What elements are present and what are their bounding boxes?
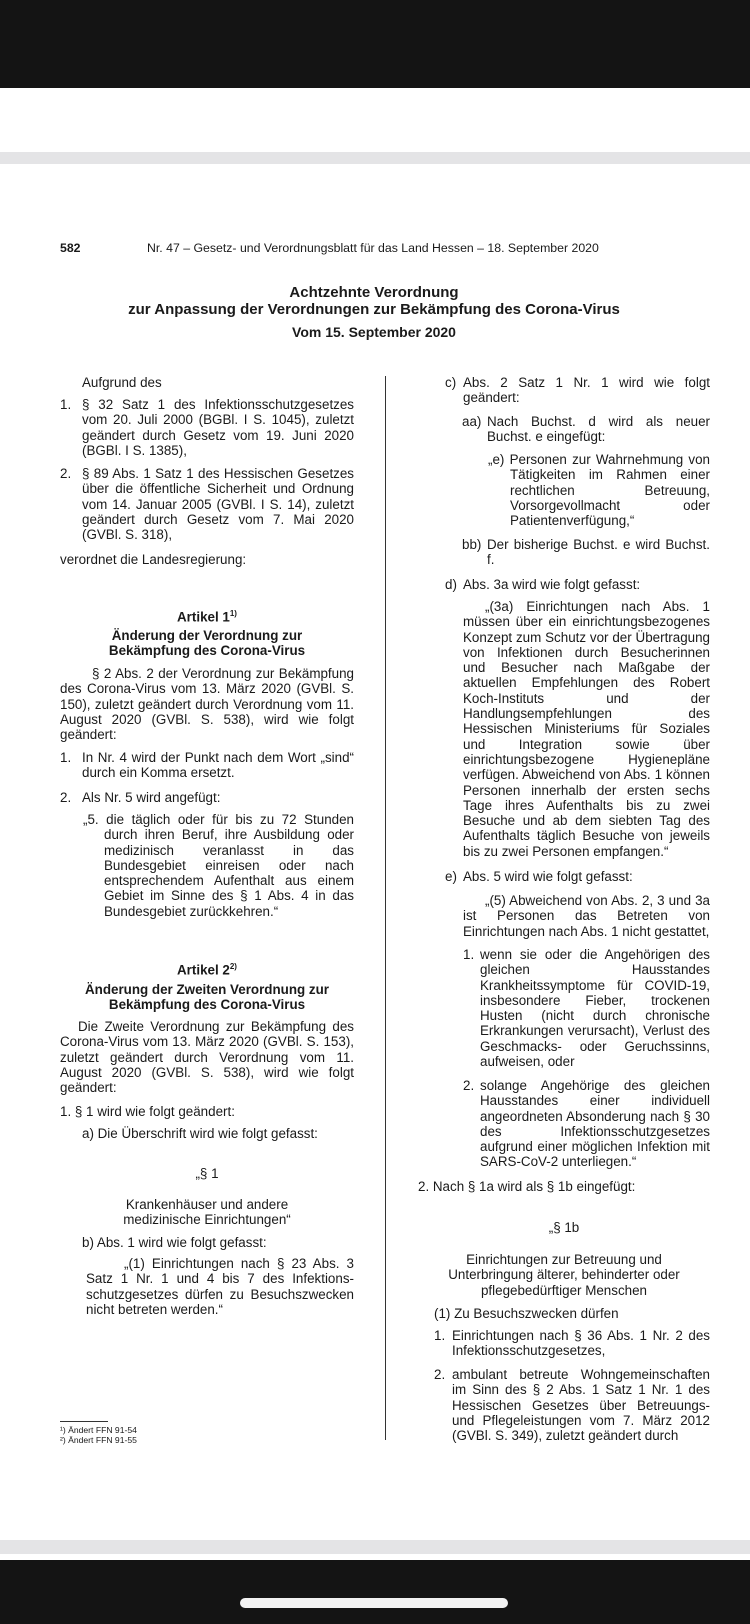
item-e-sub-2-number: 2. — [463, 1078, 475, 1093]
item-d-quote: „(3a) Einrichtungen nach Abs. 1 müssen über ein einrichtungsbezogenes Konzept zum Schutz vor der Übertragung von Infektionen durch Besucherinnen und Besucher nach Maßgabe der aktuellen Empfehlungen des Robert Koch-Instituts und der Handlungsempfehlungen des Hessischen Ministeriums für Soziales und Integration sowie über einrichtungsbezogene Hygienepläne verfügen. Abweichend von Abs. 1 können Personen innerhalb der ersten sechs Tage ihres Aufenthalts bis zu zwei Besuche und ab dem siebten Tag des Aufenthalts täglich Besuche von jeweils bis zu zwei Personen empfangen.“ — [463, 599, 710, 859]
page-separator-bottom — [0, 1540, 750, 1554]
art1-quoted-item-5: „5. die täglich oder für bis zu 72 Stunden durch ihren Beruf, ihre Ausbildung oder medizinisch veranlasst in das Bundesgebiet einreisen oder nach entsprechendem Aufenthalt aus einem Gebiet im Sinne des § 1 Abs. 4 in das Bundesgebiet zurückkehren.“ — [83, 812, 354, 919]
home-indicator[interactable] — [240, 1598, 508, 1608]
page-number: 582 — [60, 241, 81, 255]
article-1-title: Änderung der Verordnung zur Bekämpfung des Corona-Virus — [108, 628, 306, 659]
running-title: Nr. 47 – Gesetz- und Verordnungsblatt für das Land Hessen – 18. September 2020 — [147, 241, 599, 255]
intro-text: Aufgrund des — [82, 375, 162, 390]
art1-item-2-text: Als Nr. 5 wird angefügt: — [82, 790, 221, 805]
footnote-2: ²) Ändert FFN 91-55 — [60, 1435, 137, 1445]
footnote-rule — [60, 1421, 108, 1422]
article-1-heading: Artikel 1$^{1)}$ — [177, 609, 237, 625]
document-subtitle: zur Anpassung der Verordnungen zur Bekämpfung des Corona-Virus — [128, 301, 620, 318]
item-d-label: d) — [445, 577, 457, 592]
article-1-body: § 2 Abs. 2 der Verordnung zur Bekämpfung des Corona-Virus vom 13. März 2020 (GVBl. S. 150), zuletzt geändert durch Verordnung vom 11. August 2020 (GVBl. S. 538), wird wie folgt geändert: — [60, 666, 354, 743]
item-e-sub-1-number: 1. — [463, 947, 475, 962]
art1-item-1-number: 1. — [60, 750, 72, 765]
art2-quoted-paragraph: „(1) Einrichtungen nach § 23 Abs. 3 Satz 1 Nr. 1 und 4 bis 7 des Infektions-schutzgesetzes dürfen zu Besuchszwecken nicht betreten werden.“ — [86, 1256, 354, 1317]
art2-item-2: 2. Nach § 1a wird als § 1b eingefügt: — [418, 1179, 636, 1194]
article-2-title: Änderung der Zweiten Verordnung zur Bekämpfung des Corona-Virus — [84, 982, 330, 1013]
art2-item-1a: a) Die Überschrift wird wie folgt gefasst: — [82, 1126, 318, 1141]
top-status-bar — [0, 0, 750, 88]
basis-1-number: 1. — [60, 397, 72, 412]
art1-item-1-text: In Nr. 4 wird der Punkt nach dem Wort „sind“ durch ein Komma ersetzt. — [82, 750, 354, 781]
item-bb-text: Der bisherige Buchst. e wird Buchst. f. — [487, 537, 710, 568]
paragraph-1b-sign: „§ 1b — [548, 1220, 580, 1235]
footnote-ref-2: 2) — [229, 962, 237, 971]
item-aa-quote: „e) Personen zur Wahrnehmung von Tätigkeiten im Rahmen einer rechtlichen Betreuung, Vorsorgevollmacht oder Patientenverfügung,“ — [488, 452, 710, 529]
footnote-1: ¹) Ändert FFN 91-54 — [60, 1425, 137, 1435]
column-divider — [385, 376, 386, 1440]
item-e-text: Abs. 5 wird wie folgt gefasst: — [463, 869, 633, 884]
item-aa-text: Nach Buchst. d wird als neuer Buchst. e eingefügt: — [487, 414, 710, 445]
subsection-1-item-2-number: 2. — [434, 1367, 446, 1382]
document-date: Vom 15. September 2020 — [292, 324, 456, 340]
enactment-clause: verordnet die Landesregierung: — [60, 552, 247, 567]
basis-2-text: § 89 Abs. 1 Satz 1 des Hessischen Gesetzes über die öffentliche Sicherheit und Ordnung vom 14. Januar 2005 (GVBl. I S. 14), zuletzt geändert durch Gesetz vom 7. Mai 2020 (GVBl. S. 318), — [82, 466, 354, 543]
subsection-1-item-1-number: 1. — [434, 1328, 446, 1343]
item-e-label: e) — [445, 869, 457, 884]
art2-item-1b: b) Abs. 1 wird wie folgt gefasst: — [82, 1235, 267, 1250]
item-e-sub-1-text: wenn sie oder die Angehörigen des gleichen Hausstandes Krankheitssymptome für COVID-19, insbesondere Fieber, trockenen Husten (nicht durch chronische Erkrankungen verursacht), Verlust des Geschmacks- oder Geruchssinns, aufweisen, oder — [480, 947, 710, 1070]
article-2-body: Die Zweite Verordnung zur Bekämpfung des Corona-Virus vom 13. März 2020 (GVBl. S. 153), zuletzt geändert durch Verordnung vom 11. August 2020 (GVBl. S. 538), wird wie folgt geändert: — [60, 1019, 354, 1096]
art2-paragraph-sign: „§ 1 — [195, 1166, 219, 1181]
art2-paragraph-caption: Krankenhäuser und andere medizinische Einrichtungen“ — [123, 1197, 291, 1228]
footnote-ref-1: 1) — [229, 609, 237, 618]
subsection-1-item-1-text: Einrichtungen nach § 36 Abs. 1 Nr. 2 des Infektionsschutzgesetzes, — [452, 1328, 710, 1359]
document-title: Achtzehnte Verordnung — [289, 284, 459, 301]
art1-item-2-number: 2. — [60, 790, 72, 805]
paragraph-1b-caption: Einrichtungen zur Betreuung und Unterbringung älterer, behinderter oder pflegebedürftiger Menschen — [448, 1252, 680, 1298]
subsection-1-item-2-text: ambulant betreute Wohngemeinschaften im Sinn des § 2 Abs. 1 Satz 1 Nr. 1 des Hessischen Gesetzes über Betreuungs- und Pflegeleistungen vom 7. März 2012 (GVBl. S. 349), zuletzt geändert durch — [452, 1367, 710, 1444]
bottom-bar — [0, 1560, 750, 1624]
paragraph-1b-subsection-1: (1) Zu Besuchszwecken dürfen — [434, 1306, 619, 1321]
item-c-text: Abs. 2 Satz 1 Nr. 1 wird wie folgt geändert: — [463, 375, 710, 406]
item-bb-label: bb) — [462, 537, 482, 552]
item-e-quote: „(5) Abweichend von Abs. 2, 3 und 3a ist Personen das Betreten von Einrichtungen nach Abs. 1 nicht gestattet, — [463, 893, 710, 939]
basis-1-text: § 32 Satz 1 des Infektionsschutzgesetzes vom 20. Juli 2000 (BGBl. I S. 1045), zuletzt geändert durch Gesetz vom 19. Juni 2020 (BGBl. I S. 1385), — [82, 397, 354, 458]
basis-2-number: 2. — [60, 466, 72, 481]
item-d-text: Abs. 3a wird wie folgt gefasst: — [463, 577, 641, 592]
item-aa-label: aa) — [462, 414, 482, 429]
item-e-sub-2-text: solange Angehörige des gleichen Hausstandes einer individuell angeordneten Absonderung nach § 30 des Infektionsschutzgesetzes aufgrund einer möglichen Infektion mit SARS-CoV-2 unterliegen.“ — [480, 1078, 710, 1170]
article-2-heading: Artikel 2$^{2)}$ — [177, 962, 237, 978]
page-separator-top — [0, 152, 750, 164]
art2-item-1: 1. § 1 wird wie folgt geändert: — [60, 1104, 235, 1119]
item-c-label: c) — [445, 375, 457, 390]
